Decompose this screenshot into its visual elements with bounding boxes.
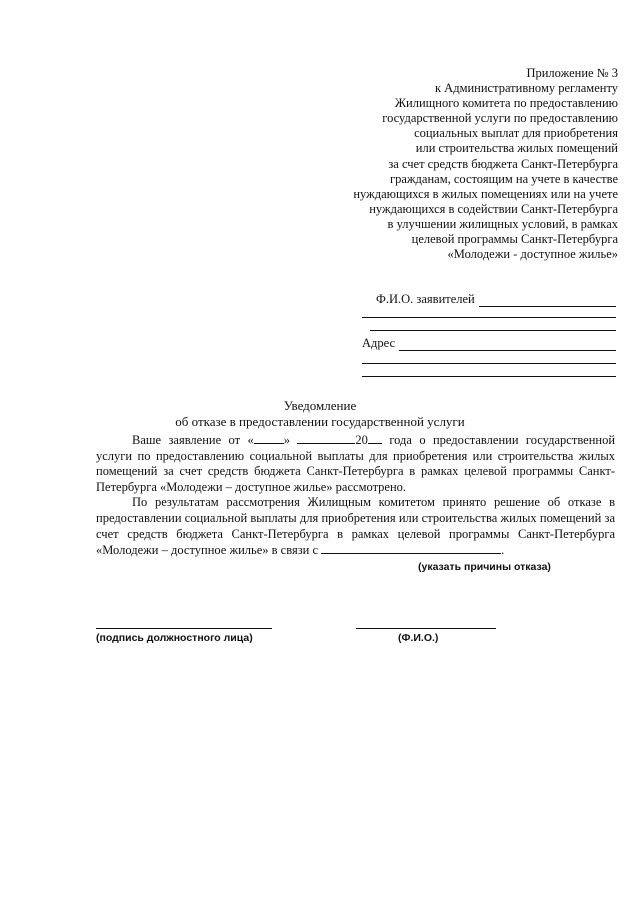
fio-fill-line[interactable]: [479, 294, 616, 307]
annex-line: социальных выплат для приобретения: [414, 126, 618, 141]
day-blank[interactable]: [254, 432, 284, 444]
notice-body: [96, 432, 615, 559]
annex-line: гражданам, состоящим на учете в качестве: [389, 171, 618, 186]
month-blank[interactable]: [297, 432, 355, 444]
annex-header: [288, 66, 618, 262]
reason-blank[interactable]: [321, 542, 501, 554]
address-label: Адрес: [362, 336, 396, 350]
p1-year: 20: [355, 433, 368, 447]
annex-line: «Молодежи - доступное жилье»: [447, 247, 618, 262]
p1-mid: »: [283, 433, 290, 447]
annex-line: нуждающихся в жилых помещениях или на учете: [353, 186, 618, 201]
address-extra-line[interactable]: [362, 363, 616, 364]
notice-title: Уведомление: [283, 398, 357, 413]
fio-label: Ф.И.О. заявителей: [376, 292, 475, 306]
paragraph-decision-review: [96, 432, 615, 495]
annex-line: за счет средств бюджета Санкт-Петербурга: [388, 156, 618, 171]
p2-text: По результатам рассмотрения Жилищным комитетом принято решение об отказе в предоставлении социальной выплаты для приобретения или строительства жилых помещений за счет средств бюджета Санкт-Петербурга в рамках целевой программы Санкт-Петербурга «Молодежи – доступное жилье» в связи с: [96, 495, 615, 558]
year-blank[interactable]: [368, 432, 382, 444]
p1-end: года о предоставлении государственной услуги по предоставлению социальной выплаты для приобретения или строительства жилых помещений за счет средств бюджета Санкт-Петербурга в рамках целевой программы Санкт-Петербурга «Молодежи – доступное жилье» рассмотрено.: [96, 433, 616, 494]
address-row: [362, 333, 616, 351]
annex-line: или строительства жилых помещений: [415, 141, 618, 156]
annex-line: Приложение № 3: [526, 66, 618, 80]
name-signature-caption: (Ф.И.О.): [398, 632, 439, 644]
fio-extra-line[interactable]: [370, 330, 616, 331]
name-signature-line[interactable]: [356, 628, 496, 629]
p1-start: Ваше заявление от «: [132, 433, 254, 447]
address-extra-line[interactable]: [362, 376, 616, 377]
official-signature-caption: (подпись должностного лица): [96, 632, 253, 644]
paragraph-refusal: [96, 495, 615, 558]
fio-extra-line[interactable]: [362, 317, 616, 318]
annex-line: в улучшении жилищных условий, в рамках: [387, 216, 618, 231]
reason-caption: (указать причины отказа): [418, 561, 551, 573]
annex-line: Жилищного комитета по предоставлению: [394, 96, 618, 111]
applicant-fields: [362, 289, 616, 377]
notice-subtitle: об отказе в предоставлении государственной услуги: [175, 414, 465, 429]
annex-line: государственной услуги по предоставлению: [382, 111, 618, 126]
address-fill-line[interactable]: [399, 338, 616, 351]
annex-line: целевой программы Санкт-Петербурга: [411, 232, 618, 247]
annex-line: к Административному регламенту: [434, 81, 618, 96]
p2-end: .: [501, 543, 505, 558]
annex-line: нуждающихся в содействии Санкт-Петербурга: [369, 201, 618, 216]
fio-row: [362, 289, 616, 307]
official-signature-line[interactable]: [96, 628, 272, 629]
